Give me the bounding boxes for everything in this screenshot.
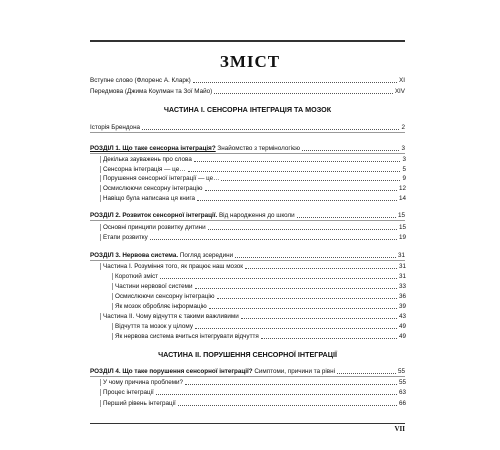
leader-dots — [302, 150, 399, 151]
toc-entry[interactable] — [112, 273, 406, 280]
chapter-subtitle: Знайомство з термінологією — [215, 145, 301, 152]
toc-chapter-3[interactable] — [90, 252, 405, 261]
toc-entry-label: Порушення сенсорної інтеграції — це… — [103, 175, 220, 182]
chapter-label — [90, 145, 300, 152]
leader-dots — [193, 82, 397, 83]
toc-entry-label: Як мозок обробляє інформацію — [115, 303, 207, 310]
chapter-title: РОЗДІЛ 1. Що таке сенсорна інтеграція? — [90, 145, 216, 152]
chapter-label — [90, 368, 335, 375]
toc-entry[interactable] — [100, 224, 406, 231]
toc-entry-page: 3 — [401, 145, 405, 152]
toc-entry-label: Осмислюючи сенсорну інтеграцію — [103, 185, 203, 192]
toc-entry[interactable] — [100, 234, 406, 241]
leader-dots — [195, 328, 397, 329]
leader-dots — [214, 93, 393, 94]
toc-entry-page: 31 — [398, 273, 406, 280]
chapter-label — [90, 212, 295, 219]
page-number: VII — [394, 425, 405, 433]
toc-entry-preface[interactable] — [90, 88, 405, 95]
leader-dots — [217, 298, 397, 299]
toc-entry-label: Передмова (Джима Коулман та Зої Майо) — [90, 88, 213, 95]
toc-entry-page: 14 — [398, 195, 406, 202]
leader-dots — [221, 180, 400, 181]
toc-entry-page: 43 — [398, 313, 406, 320]
leader-dots — [209, 308, 397, 309]
leader-dots — [208, 229, 397, 230]
toc-entry[interactable] — [100, 166, 406, 173]
footer-rule — [90, 423, 405, 424]
toc-entry-page: XI — [399, 77, 405, 84]
leader-dots — [156, 394, 397, 395]
leader-dots — [197, 200, 397, 201]
leader-dots — [185, 384, 397, 385]
toc-entry[interactable] — [112, 333, 406, 340]
toc-chapter-2[interactable] — [90, 212, 405, 221]
toc-entry-page: 55 — [397, 368, 405, 375]
toc-entry[interactable] — [100, 400, 406, 407]
leader-dots — [245, 268, 397, 269]
chapter-subtitle: Погляд зсередини — [178, 252, 234, 259]
leader-dots — [235, 257, 396, 258]
toc-entry-page: 31 — [398, 263, 406, 270]
toc-entry-label: Короткий зміст — [115, 273, 159, 280]
chapter-title: РОЗДІЛ 4. Що таке порушення сенсорної інтеграції? — [90, 368, 253, 375]
leader-dots — [261, 338, 397, 339]
leader-dots — [150, 239, 397, 240]
toc-entry-label: Навіщо була написана ця книга — [103, 195, 196, 202]
chapter-label — [90, 252, 233, 259]
toc-part-entry[interactable] — [100, 263, 406, 270]
chapter-subtitle: Симптоми, причини та рівні — [252, 368, 335, 375]
toc-entry[interactable] — [100, 379, 406, 386]
toc-entry-page: 49 — [398, 323, 406, 330]
chapter-title: РОЗДІЛ 2. Розвиток сенсорної інтеграції. — [90, 212, 218, 219]
toc-entry-label: Осмислюючи сенсорну інтеграцію — [115, 293, 215, 300]
toc-entry[interactable] — [100, 195, 406, 202]
toc-entry-label: Як нервова система вчиться інтегрувати відчуття — [115, 333, 259, 340]
toc-entry-label: Основні принципи розвитку дитини — [103, 224, 206, 231]
toc-entry-label: Процес інтеграції — [103, 389, 154, 396]
toc-entry-page: 49 — [398, 333, 406, 340]
part-heading-1: ЧАСТИНА І. СЕНСОРНА ІНТЕГРАЦІЯ ТА МОЗОК — [163, 105, 332, 114]
toc-entry-page: 19 — [398, 234, 406, 241]
leader-dots — [337, 373, 396, 374]
toc-entry-label: У чому причина проблеми? — [103, 379, 184, 386]
leader-dots — [205, 190, 397, 191]
toc-chapter-4[interactable] — [90, 368, 405, 377]
leader-dots — [188, 171, 401, 172]
toc-entry-page: 63 — [398, 389, 406, 396]
leader-dots — [142, 129, 399, 130]
toc-entry-label: Відчуття та мозок у цілому — [115, 323, 193, 330]
leader-dots — [297, 217, 396, 218]
toc-chapter-1[interactable] — [90, 145, 405, 154]
toc-part-entry[interactable] — [100, 313, 406, 320]
toc-entry[interactable] — [112, 303, 406, 310]
toc-entry-label: Частина І. Розуміння того, як працює наш мозок — [103, 263, 244, 270]
toc-entry[interactable] — [112, 293, 406, 300]
toc-entry-story[interactable] — [90, 124, 405, 133]
toc-entry-page: 66 — [398, 400, 406, 407]
toc-entry[interactable] — [100, 175, 406, 182]
toc-entry-page: 55 — [398, 379, 406, 386]
toc-entry-page: 15 — [397, 212, 405, 219]
toc-entry-label: Вступне слово (Флоренс А. Кларк) — [90, 77, 191, 84]
toc-entry-page: 12 — [398, 185, 406, 192]
toc-entry-page: 2 — [401, 124, 405, 131]
toc-entry-label: Частина ІІ. Чому відчуття є такими важливими — [103, 313, 239, 320]
leader-dots — [194, 161, 401, 162]
toc-entry-label: Частини нервової системи — [115, 283, 193, 290]
toc-entry-label: Перший рівень інтеграції — [103, 400, 176, 407]
leader-dots — [195, 288, 397, 289]
toc-entry-page: 3 — [402, 156, 406, 163]
chapter-title: РОЗДІЛ 3. Нервова система. — [90, 252, 179, 259]
leader-dots — [160, 278, 397, 279]
chapter-subtitle: Від народження до школи — [217, 212, 295, 219]
leader-dots — [178, 405, 397, 406]
toc-entry-page: XIV — [394, 88, 405, 95]
toc-entry[interactable] — [100, 389, 406, 396]
toc-entry-label: Етапи розвитку — [103, 234, 148, 241]
top-rule — [90, 40, 405, 42]
toc-entry-label: Історія Брендона — [90, 124, 141, 131]
toc-entry-label: Декілька зауважень про слова — [103, 156, 192, 163]
toc-entry-label: Сенсорна інтеграція — це… — [103, 166, 186, 173]
toc-entry-page: 36 — [398, 293, 406, 300]
toc-entry[interactable] — [100, 156, 406, 163]
toc-entry-foreword[interactable] — [90, 77, 405, 84]
part-heading-2: ЧАСТИНА ІІ. ПОРУШЕННЯ СЕНСОРНОЇ ІНТЕГРАЦІЇ — [158, 350, 337, 359]
toc-entry[interactable] — [100, 185, 406, 192]
toc-entry[interactable] — [112, 323, 406, 330]
page-title: ЗМІСТ — [219, 52, 281, 71]
toc-entry-page: 15 — [398, 224, 406, 231]
toc-entry-page: 33 — [398, 283, 406, 290]
leader-dots — [241, 318, 397, 319]
toc-entry-page: 31 — [397, 252, 405, 259]
toc-entry-page: 5 — [402, 166, 406, 173]
toc-entry[interactable] — [112, 283, 406, 290]
toc-entry-page: 39 — [398, 303, 406, 310]
toc-entry-page: 9 — [402, 175, 406, 182]
